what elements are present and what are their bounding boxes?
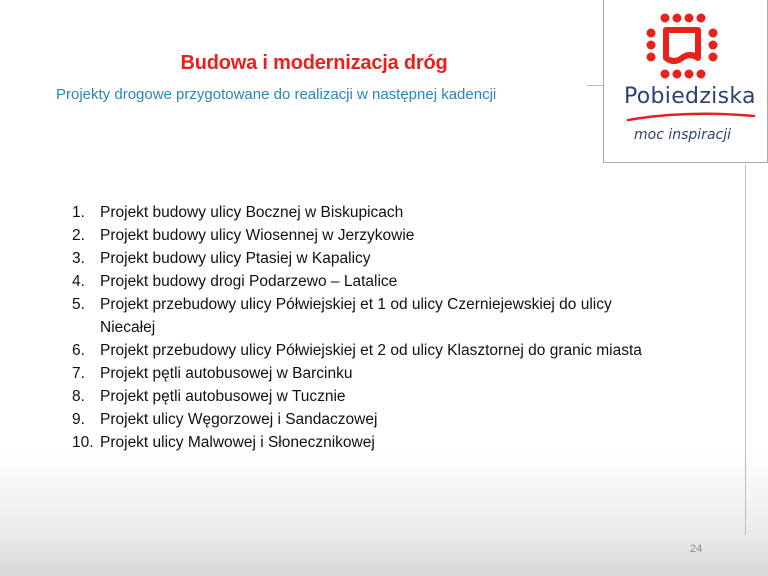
list-item	[72, 293, 662, 339]
item-text: Projekt przebudowy ulicy Półwiejskiej et 1 od ulicy Czerniejewskiej do ulicy Niecałej	[100, 296, 612, 336]
item-text: Projekt budowy ulicy Ptasiej w Kapalicy	[100, 250, 371, 267]
side-divider	[745, 165, 746, 535]
item-text: Projekt pętli autobusowej w Tucznie	[100, 388, 346, 405]
list-item	[72, 247, 662, 270]
list-item	[72, 408, 662, 431]
item-text: Projekt budowy drogi Podarzewo – Latalice	[100, 273, 398, 290]
project-list	[72, 201, 662, 454]
item-text: Projekt przebudowy ulicy Półwiejskiej et 2 od ulicy Klasztornej do granic miasta	[100, 342, 642, 359]
item-number: 5.	[72, 296, 85, 313]
logo-name: Pobiedziska	[624, 84, 756, 109]
logo	[603, 0, 768, 163]
list-item	[72, 385, 662, 408]
item-number: 9.	[72, 411, 85, 428]
page-number: 24	[690, 543, 703, 555]
slide-title: Budowa i modernizacja dróg	[180, 52, 448, 74]
item-number: 4.	[72, 273, 85, 290]
list-item	[72, 339, 662, 362]
item-text: Projekt ulicy Węgorzowej i Sandaczowej	[100, 411, 378, 428]
list-item	[72, 362, 662, 385]
item-number: 1.	[72, 204, 85, 221]
item-text: Projekt budowy ulicy Bocznej w Biskupicach	[100, 204, 404, 221]
item-text: Projekt budowy ulicy Wiosennej w Jerzykowie	[100, 227, 415, 244]
item-number: 3.	[72, 250, 85, 267]
item-text: Projekt pętli autobusowej w Barcinku	[100, 365, 353, 382]
list-item	[72, 201, 662, 224]
item-number: 6.	[72, 342, 85, 359]
swoosh-icon	[626, 110, 756, 124]
logo-tagline: moc inspiracji	[634, 127, 731, 143]
header-divider	[587, 85, 603, 86]
item-number: 2.	[72, 227, 85, 244]
city-gate-dots-icon	[644, 12, 720, 84]
item-number: 8.	[72, 388, 85, 405]
item-text: Projekt ulicy Malwowej i Słonecznikowej	[100, 434, 375, 451]
list-item	[72, 270, 662, 293]
list-item	[72, 224, 662, 247]
item-number: 7.	[72, 365, 85, 382]
item-number: 10.	[72, 434, 94, 451]
list-item	[72, 431, 662, 454]
slide-subtitle: Projekty drogowe przygotowane do realizacji w następnej kadencji	[56, 86, 497, 103]
